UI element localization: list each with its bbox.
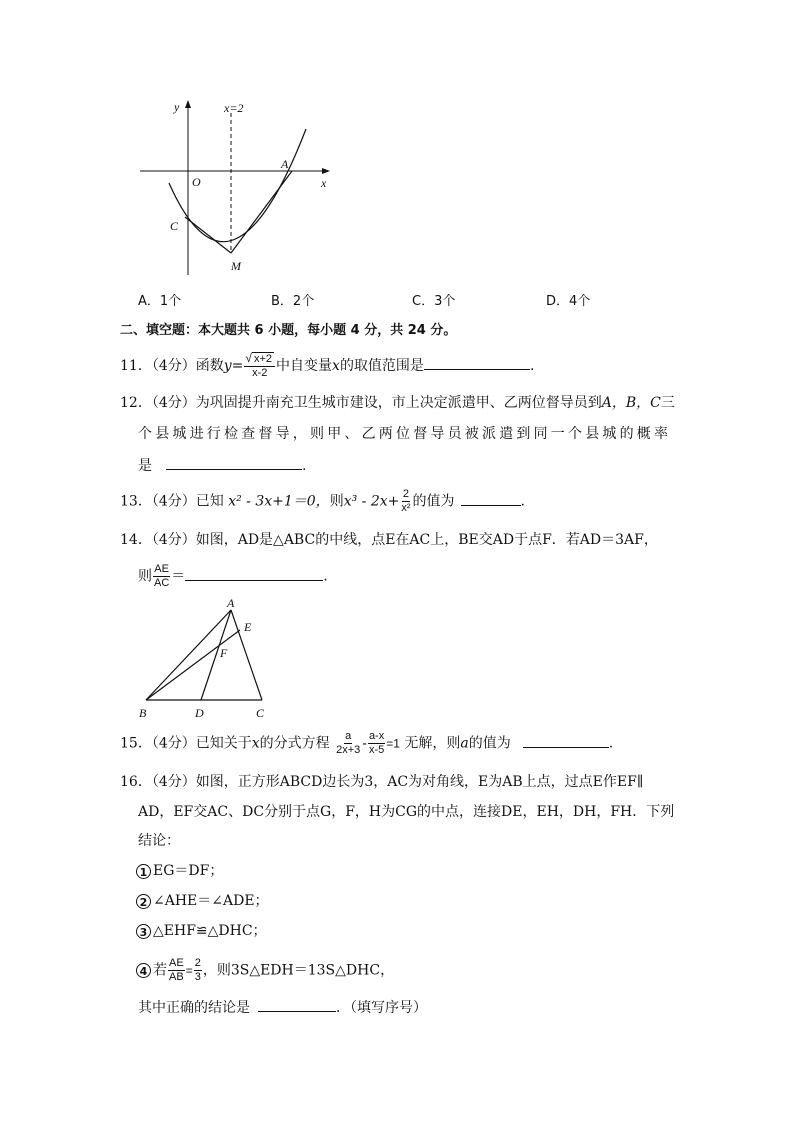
q15-middle: 的分式方程 [259,735,330,752]
q15-answer-blank[interactable] [523,733,609,748]
label-y: y [174,100,180,114]
q13-fraction [400,488,411,515]
q15-f2-num: a-x [368,730,385,742]
q15-eq: =1 [386,736,400,751]
option-a: A．1个 [138,294,182,309]
question-15 [120,730,613,757]
question-12-line1 [120,393,675,413]
q12-line3-a: 是 [138,458,152,474]
q16-conclusion-2 [136,891,269,911]
option-d: D．4个 [546,294,591,309]
q14-end: . [323,568,328,585]
line-MA [231,171,292,253]
q16-c4-a: 若 [153,962,167,979]
q11-eq: = [231,358,244,374]
q14-fraction [153,563,170,590]
section-heading: 二、填空题：本大题共 6 小题，每小题 4 分，共 24 分。 [120,323,457,338]
q16-c4-fraction [168,957,185,984]
q11-suffix-a: 中自变量 [276,358,333,374]
question-14-line1: 14．（4分）如图，AD是△ABC的中线，点E在AC上，BE交AD于点F．若AD＝3AF， [120,532,658,548]
q16-c1-num: 1 [136,864,151,879]
q16-final [138,997,427,1018]
q16-c2-num: 2 [136,894,151,909]
question-16-line2: AD，EF交AC、DC分别于点G，F，H为CG的中点，连接DE，EH，DH，FH．下列 [138,804,675,820]
label-B: B [139,706,147,720]
q16-c4-val-num: 2 [194,957,201,969]
q11-answer-blank[interactable] [424,355,530,370]
q15-prefix: 15．（4分）已知关于 [120,735,252,752]
q15-f2-den: x-5 [368,744,385,756]
q14-line2-a: 则 [138,568,152,585]
question-16-line1: 16．（4分）如图，正方形ABCD边长为3，AC为对角线，E为AB上点，过点E作EF∥ [120,774,644,790]
q12-answer-blank[interactable] [166,455,302,470]
q11-var-x: x [332,358,340,374]
option-c: C．3个 [412,294,456,309]
y-axis-arrow [185,100,191,108]
q16-c1-text: EG＝DF； [153,863,224,879]
q15-minus: - [362,734,367,751]
q12-line1-b: 三 [660,395,675,411]
q14-eq: ＝ [171,568,186,585]
q16-c3-text: △EHF≌△DHC； [153,923,267,939]
label-x: x [321,176,327,190]
label-E: E [244,620,252,634]
label-D: D [195,706,204,720]
q12-vars: A，B，C [601,395,661,411]
q16-answer-blank[interactable] [258,997,336,1012]
q11-end: . [529,358,535,374]
segment-BE [146,630,240,700]
question-14-line2 [138,563,328,590]
q16-conclusion-4 [136,957,394,984]
q14-answer-blank[interactable] [185,566,323,581]
q16-c3-num: 3 [136,924,151,939]
q15-suffix-a: 无解，则 [404,735,461,752]
q11-prefix: 11．（4分）函数 [120,358,224,374]
q15-var: x [251,735,260,752]
q11-suffix-b: 的取值范围是 [339,358,424,374]
line-CM [185,217,231,253]
x-axis-arrow [322,168,330,174]
q16-c4-frac-num: AE [169,957,184,969]
q11-sqrt-num: x+2 [253,353,273,365]
q16-c2-text: ∠AHE＝∠ADE； [153,893,269,909]
triangle-figure [130,594,280,724]
q16-c4-num: 4 [136,963,151,978]
q13-end: . [520,493,525,510]
option-b: B．2个 [271,294,315,309]
q14-frac-num: AE [154,563,169,575]
label-A: A [281,157,289,171]
q15-var-a: a [460,735,469,752]
label-C: C [256,706,265,720]
q12-line1-a: 12．（4分）为巩固提升南充卫生城市建设，市上决定派遣甲、乙两位督导员到 [120,395,602,411]
label-M: M [231,259,241,273]
q15-suffix-b: 的值为 [468,735,511,752]
question-13 [120,488,525,515]
question-16-line3: 结论： [138,833,180,849]
q16-c4-eq: = [185,963,193,978]
question-12-line2: 个县城进行检查督导，则甲、乙两位督导员被派遣到同一个县城的概率 [138,426,672,442]
q16-conclusion-3 [136,921,267,941]
parabola-figure [130,95,340,275]
q10-options [138,290,658,310]
q15-fraction-2 [368,730,385,757]
q11-fraction: $\frac{√ x+2}{x-2}$ [244,352,275,380]
label-O: O [192,175,201,189]
q13-answer-blank[interactable] [461,491,521,506]
q16-c4-b: ，则3S△EDH＝13S△DHC， [202,962,395,979]
q15-f1-den: 2x+3 [336,744,361,756]
q16-final-b: ．（填写序号） [336,1000,427,1016]
q13-prefix: 13．（4分）已知 [120,493,224,510]
q12-end: . [302,458,307,474]
q13-suffix: 的值为 [412,493,455,510]
label-F: F [220,646,228,660]
q13-expr2: x³ - 2x+ [343,493,400,510]
side-AB [146,610,231,700]
label-A: A [227,596,235,610]
q13-expr1: x² - 3x+1＝0， [228,493,330,510]
q14-frac-den: AC [154,577,170,589]
q16-c4-value [194,957,202,984]
q15-f1-num: a [345,730,352,742]
label-axis: x=2 [224,101,244,115]
q11-var-y: y [223,358,232,374]
question-11 [120,352,534,380]
parabola-curve [169,129,306,242]
q13-frac-num: 2 [402,488,409,500]
q16-final-a: 其中正确的结论是 [138,1000,250,1016]
q16-c4-frac-den: AB [169,971,184,983]
q13-then: 则 [329,493,344,510]
question-12-line3 [138,455,306,476]
q16-c4-val-den: 3 [194,971,201,983]
q13-frac-den: x² [401,502,411,514]
label-C: C [170,219,179,233]
q15-end: . [608,735,614,752]
q15-fraction-1 [335,730,361,757]
q16-conclusion-1 [136,861,223,881]
q11-den: x-2 [252,367,268,379]
